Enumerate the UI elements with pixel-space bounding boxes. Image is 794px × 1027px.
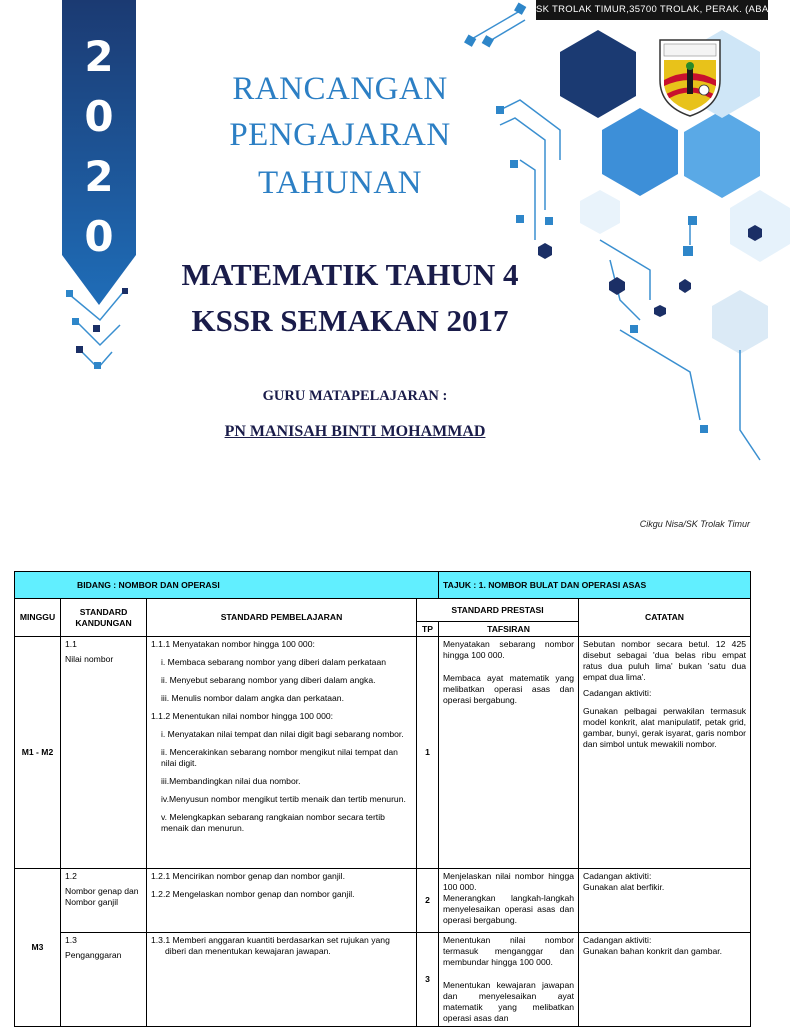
sk-code: 1.1 xyxy=(65,639,77,649)
sp-item: 1.1.2 Menentukan nilai nombor hingga 100 000: xyxy=(151,711,334,721)
school-crest-logo xyxy=(654,36,726,118)
tafsiran-text: Menentukan nilai nombor termasuk menganggar dan membundar hingga 100 000. xyxy=(443,935,575,967)
subject-title-line: KSSR SEMAKAN 2017 xyxy=(191,303,509,338)
catatan-text: Gunakan bahan konkrit dan gambar. xyxy=(583,946,723,956)
sp-item: v. Melengkapkan sebarang rangkaian nombor secara tertib menaik dan menurun. xyxy=(161,812,385,833)
sk-title: Nilai nombor xyxy=(65,654,114,664)
sk-title: Nombor genap dan Nombor ganjil xyxy=(65,886,139,907)
tp-cell: 2 xyxy=(417,869,439,933)
tp-cell: 1 xyxy=(417,637,439,869)
tp-cell: 3 xyxy=(417,933,439,1027)
year-digit: 2 xyxy=(84,32,114,81)
sp-item: i. Membaca sebarang nombor yang diberi dalam perkataan xyxy=(161,657,386,667)
annual-plan-table xyxy=(14,571,751,1027)
sp-item: iii. Menulis nombor dalam angka dan perkataan. xyxy=(161,693,344,703)
teacher-name: PN MANISAH BINTI MOHAMMAD xyxy=(224,423,486,440)
tafsiran-cell xyxy=(439,637,579,869)
header-catatan: CATATAN xyxy=(579,599,751,637)
header-standard-prestasi: STANDARD PRESTASI xyxy=(417,599,579,622)
catatan-cell xyxy=(579,869,751,933)
sp-item: 1.3.1 Memberi anggaran kuantiti berdasarkan set rujukan yang diberi dan menentukan kewajaran jawapan. xyxy=(151,935,390,956)
sp-item: 1.2.1 Mencirikan nombor genap dan nombor ganjil. xyxy=(151,871,345,881)
catatan-cell xyxy=(579,637,751,869)
bidang-label: BIDANG : NOMBOR DAN OPERASI xyxy=(15,572,439,599)
minggu-cell: M1 - M2 xyxy=(15,637,61,869)
teacher-label: GURU MATAPELAJARAN : xyxy=(262,388,448,404)
school-banner: SK TROLAK TIMUR,35700 TROLAK, PERAK. (ABA4015) xyxy=(536,0,768,20)
plan-title-line: TAHUNAN xyxy=(257,165,422,201)
standard-pembelajaran-cell xyxy=(147,637,417,869)
year-digit: 2 xyxy=(84,152,114,201)
catatan-text: Gunakan alat berfikir. xyxy=(583,882,665,892)
catatan-cell xyxy=(579,933,751,1027)
tafsiran-text: Menentukan kewajaran jawapan dan menyelesaikan ayat matematik yang melibatkan operasi asas dan xyxy=(443,980,575,1023)
tajuk-label: TAJUK : 1. NOMBOR BULAT DAN OPERASI ASAS xyxy=(439,572,751,599)
standard-pembelajaran-cell xyxy=(147,869,417,933)
footer-credit: Cikgu Nisa/SK Trolak Timur xyxy=(639,519,750,529)
year-digit: 0 xyxy=(84,92,114,141)
tafsiran-text: Menjelaskan nilai nombor hingga 100 000. xyxy=(443,871,575,892)
sp-item: iv.Menyusun nombor mengikut tertib menaik dan tertib menurun. xyxy=(161,794,406,804)
sp-item: 1.2.2 Mengelaskan nombor genap dan nombor ganjil. xyxy=(151,889,355,899)
tafsiran-cell xyxy=(439,933,579,1027)
header-minggu: MINGGU xyxy=(15,599,61,637)
year-ribbon xyxy=(62,0,136,305)
minggu-cell: M3 xyxy=(15,869,61,1027)
catatan-text: Gunakan pelbagai perwakilan termasuk model konkrit, alat manipulatif, petak grid, gambar, bunyi, gerak isyarat, garis nombor dan simbol untuk mewakili nombor. xyxy=(583,706,747,749)
plan-title-line: PENGAJARAN xyxy=(229,117,451,153)
subject-title-line: MATEMATIK TAHUN 4 xyxy=(181,257,519,292)
catatan-text: Cadangan aktiviti: xyxy=(583,935,652,945)
sk-title: Penganggaran xyxy=(65,950,122,960)
header-tp: TP xyxy=(417,622,439,637)
sp-item: i. Menyatakan nilai tempat dan nilai digit bagi sebarang nombor. xyxy=(161,729,404,739)
year-digit: 0 xyxy=(84,212,114,261)
sp-item: ii. Menyebut sebarang nombor yang diberi dalam angka. xyxy=(161,675,376,685)
table-row xyxy=(15,933,751,1027)
catatan-text: Sebutan nombor secara betul. 12 425 disebut sebagai 'dua belas ribu empat ratus dua puluh lima' bukan 'satu dua empat dua lima'. xyxy=(583,639,747,682)
sp-item: 1.1.1 Menyatakan nombor hingga 100 000: xyxy=(151,639,315,649)
tafsiran-text: Menerangkan langkah-langkah menyelesaikan operasi asas dan operasi bergabung. xyxy=(443,893,575,925)
sp-item: iii.Membandingkan nilai dua nombor. xyxy=(161,776,301,786)
standard-pembelajaran-cell xyxy=(147,933,417,1027)
catatan-text: Cadangan aktiviti: xyxy=(583,688,652,698)
hexagon-large-navy xyxy=(560,30,636,118)
table-row xyxy=(15,869,751,933)
sk-code: 1.3 xyxy=(65,935,77,945)
header-row xyxy=(15,599,751,622)
sk-code: 1.2 xyxy=(65,871,77,881)
bidang-row xyxy=(15,572,751,599)
plan-title-line: RANCANGAN xyxy=(232,71,448,107)
header-tafsiran: TAFSIRAN xyxy=(439,622,579,637)
sp-item: ii. Mencerakinkan sebarang nombor mengikut nilai tempat dan nilai digit. xyxy=(161,747,398,768)
catatan-text: Cadangan aktiviti: xyxy=(583,871,652,881)
standard-kandungan-cell xyxy=(61,869,147,933)
tafsiran-text: Menyatakan sebarang nombor hingga 100 000. xyxy=(443,639,575,660)
header-standard-kandungan: STANDARD KANDUNGAN xyxy=(61,599,147,637)
tafsiran-cell xyxy=(439,869,579,933)
table-row xyxy=(15,637,751,869)
tafsiran-text: Membaca ayat matematik yang melibatkan operasi asas dan operasi bergabung. xyxy=(443,673,575,705)
standard-kandungan-cell xyxy=(61,933,147,1027)
standard-kandungan-cell xyxy=(61,637,147,869)
header-standard-pembelajaran: STANDARD PEMBELAJARAN xyxy=(147,599,417,637)
